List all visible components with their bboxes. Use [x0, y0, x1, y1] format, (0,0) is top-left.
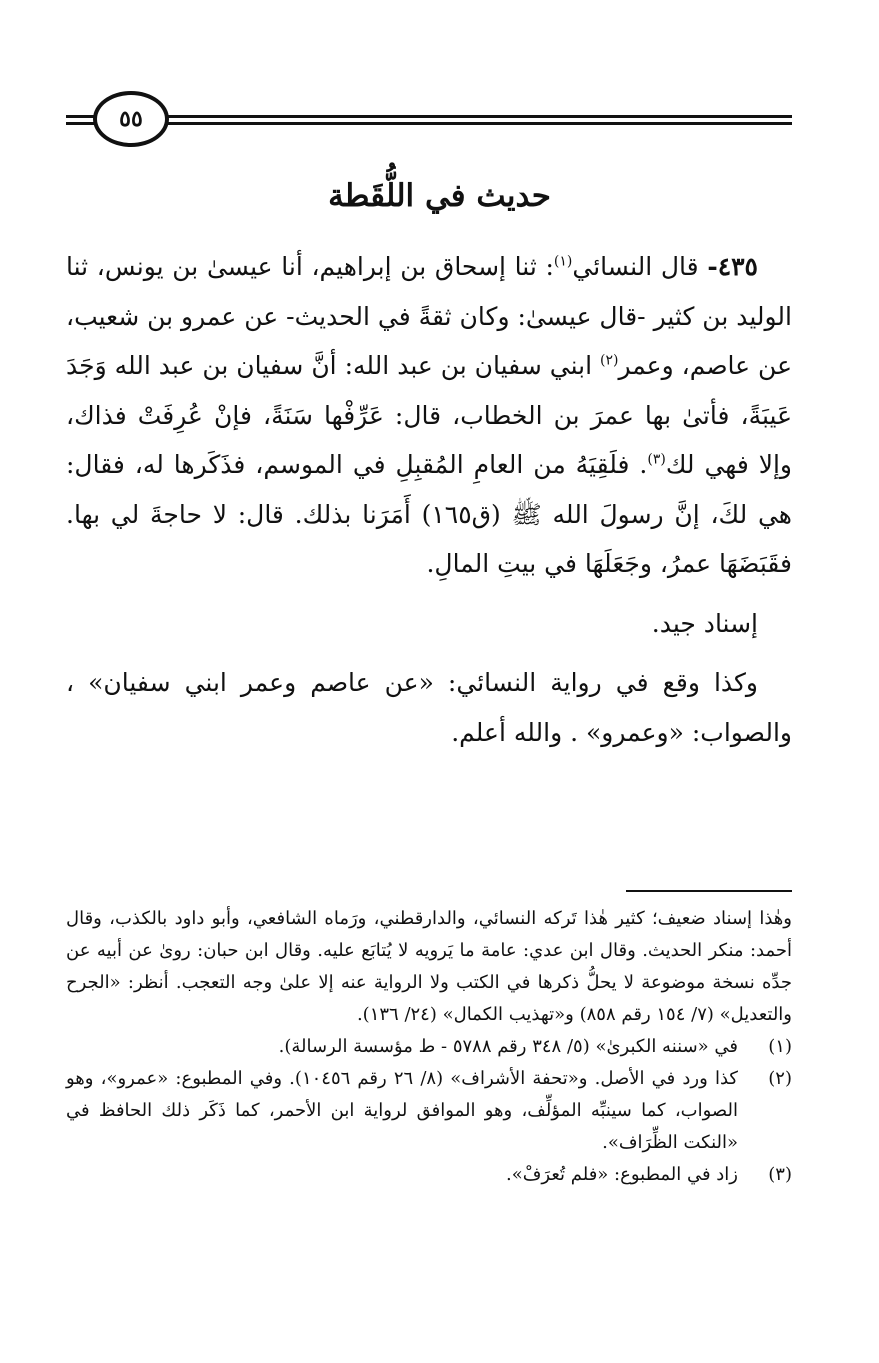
footnote-3: [66, 1159, 792, 1191]
footnote-1-text: في «سننه الكبرىٰ» (٥/ ٣٤٨ رقم ٥٧٨٨ - ط مؤسسة الرسالة).: [278, 1036, 738, 1057]
isnad-grade: إسناد جيد.: [651, 608, 758, 638]
hadith-text-b: : ثنا إسحاق بن إبراهيم، أنا عيسىٰ بن يونس، ثنا الوليد بن كثير -قال عيسىٰ: وكان ثقةً في الحديث- عن عمرو بن شعيب، عن عاصم، وعمر: [66, 252, 792, 380]
footnote-2-text: كذا ورد في الأصل. و«تحفة الأشراف» (٨/ ٢٦ رقم ١٠٤٥٦). وفي المطبوع: «عمرو»، وهو الصواب، كما سينبِّه المؤلِّف، وهو الموافق لرواية ابن الأحمر، كما ذَكَر ذلك الحافظ في «النكت الظِّرَاف».: [66, 1068, 738, 1153]
footnote-continuation: وهٰذا إسناد ضعيف؛ كثير هٰذا تَركه النسائي، والدارقطني، ورَماه الشافعي، وأبو داود بالكذب، وقال أحمد: منكر الحديث. وقال ابن عدي: عامة ما يَرويه لا يُتابَع عليه. وقال ابن حبان: روىٰ عن أبيه عن جدِّه نسخة موضوعة لا يحلُّ ذكرها في الكتب ولا الرواية عنه إلا علىٰ وجه التعجب. أنظر: «الجرح والتعديل» (٧/ ١٥٤ رقم ٨٥٨) و«تهذيب الكمال» (٢٤/ ١٣٦).: [66, 908, 792, 1025]
footnote-ref-2: (٢): [599, 352, 619, 369]
hadith-number: ٤٣٥-: [707, 252, 758, 281]
commentary-paragraph: وكذا وقع في رواية النسائي: «عن عاصم وعمر ابني سفيان» ، والصواب: «وعمرو» . والله أعلم.: [66, 668, 792, 747]
header-rule-bottom: [66, 122, 792, 125]
footnote-1: [66, 1031, 792, 1063]
hadith-paragraph: [66, 242, 792, 589]
page-number: ٥٥: [119, 106, 143, 132]
section-title: حديث في اللُّقَطة: [328, 178, 551, 214]
hadith-text-d: . فلَقِيَهُ من العامِ المُقبِلِ في الموسم، فذَكَرها له، فقال: هي لكَ، إنَّ رسولَ الله ﷺ (ق١٦٥) أَمَرَنا بذلك. قال: لا حاجةَ لي بها. فقَبَضَهَا عمرُ، وجَعَلَهَا في بيتِ المالِ.: [66, 450, 792, 578]
main-text: [66, 242, 792, 757]
footnote-ref-1: (١): [553, 253, 573, 270]
footnote-2-mark: (٢): [768, 1068, 792, 1089]
footnotes: [66, 903, 792, 1191]
footnote-ref-3: (٣): [647, 451, 666, 468]
footnote-3-mark: (٣): [768, 1164, 792, 1185]
hadith-text-c: ابني سفيان بن عبد الله: أنَّ سفيان بن عبد الله وَجَدَ عَيبَةً، فأتىٰ بها عمرَ بن الخطاب، قال: عَرِّفْها سَنَةً، فإنْ عُرِفَتْ فذاك، وإلا فهي لك: [66, 351, 793, 479]
header-rule-top: [66, 115, 792, 118]
footnote-3-text: زاد في المطبوع: «فلم تُعرَفْ».: [506, 1164, 738, 1185]
footnote-separator: [626, 890, 792, 892]
hadith-text-a: قال النسائي: [572, 252, 708, 281]
footnote-2: [66, 1063, 792, 1159]
footnote-1-mark: (١): [768, 1036, 792, 1057]
page-number-badge: [93, 91, 169, 147]
